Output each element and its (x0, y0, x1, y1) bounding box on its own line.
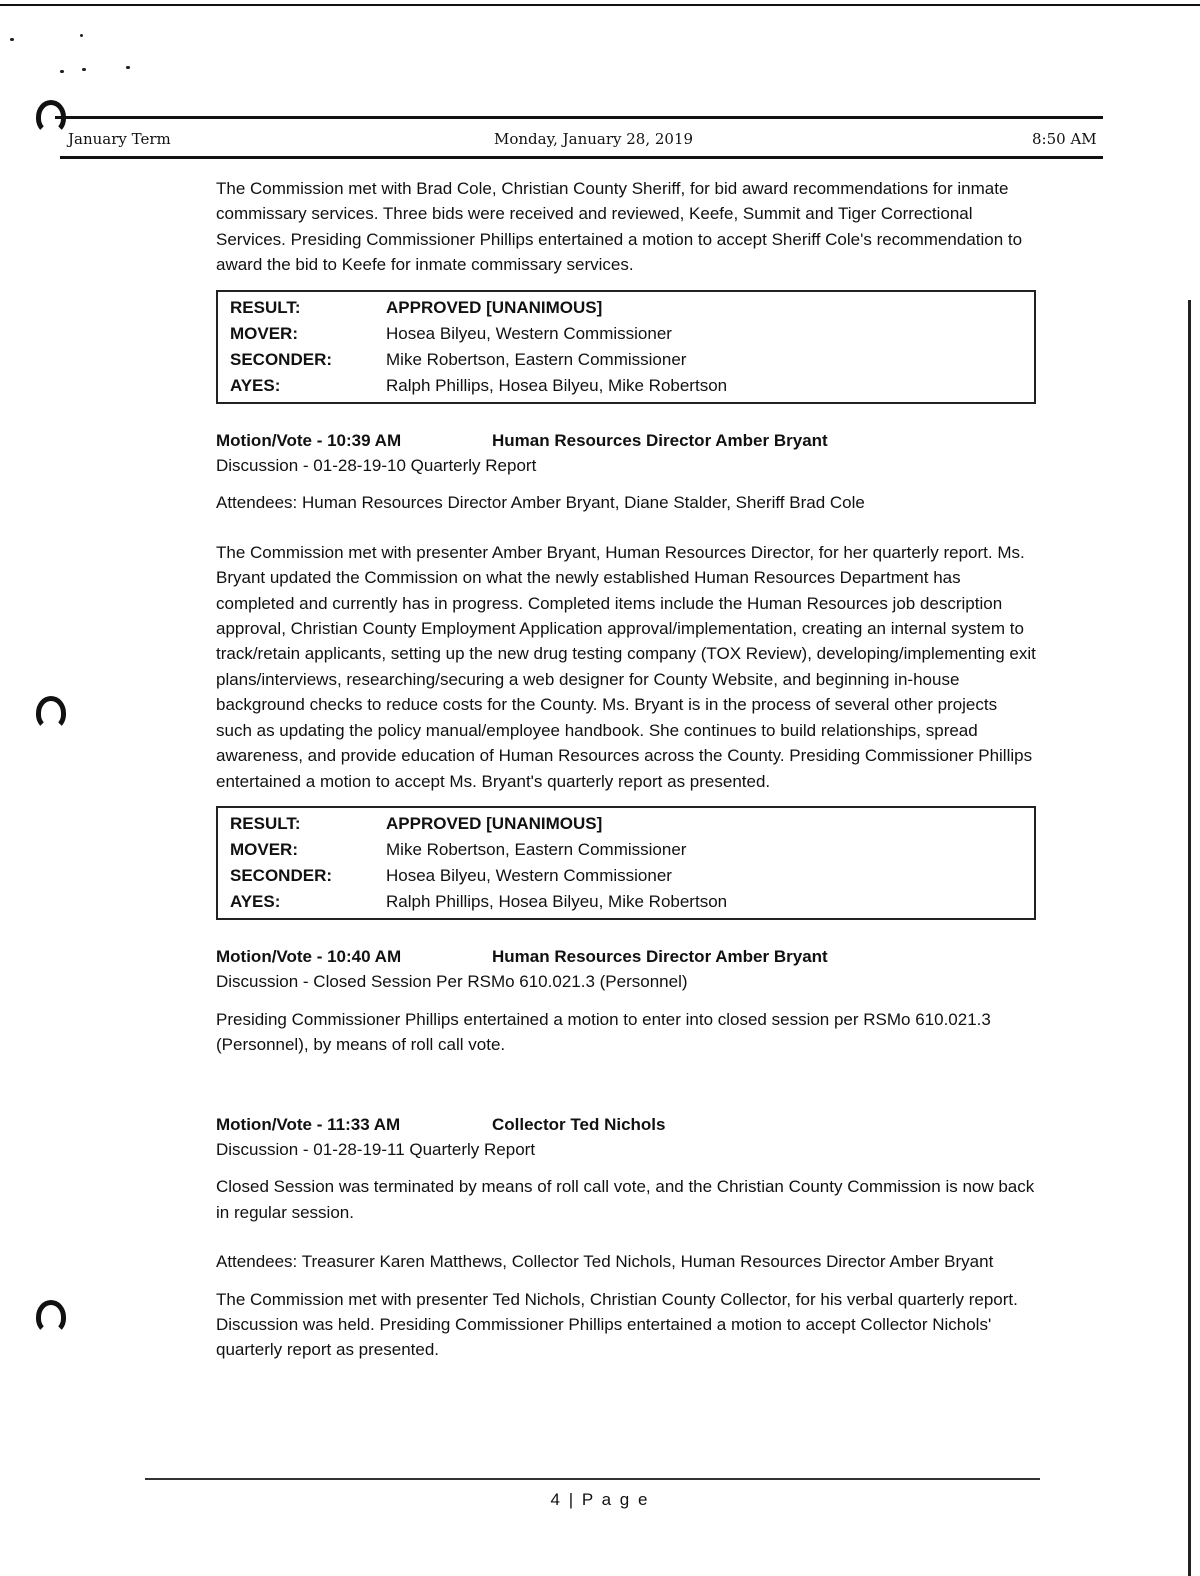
motion-discussion: Discussion - 01-28-19-10 Quarterly Report (216, 456, 537, 476)
vote-ayes-value: Ralph Phillips, Hosea Bilyeu, Mike Robertson (386, 375, 728, 395)
footer-rule (145, 1478, 1040, 1480)
scan-edge-right (1188, 300, 1191, 1576)
vote-mover-label: MOVER: (230, 839, 298, 859)
motion-item (216, 428, 1036, 794)
header-time: 8:50 AM (1032, 130, 1097, 148)
motion-title: Human Resources Director Amber Bryant (492, 430, 828, 450)
vote-result-value: APPROVED [UNANIMOUS] (386, 297, 603, 317)
header-term: January Term (68, 130, 171, 148)
scan-speck (60, 70, 64, 73)
motion-discussion: Discussion - 01-28-19-11 Quarterly Report (216, 1139, 536, 1159)
scan-edge-top (0, 4, 1200, 6)
vote-mover-value: Hosea Bilyeu, Western Commissioner (386, 323, 672, 343)
motion-item (216, 1112, 1036, 1363)
vote-result-label: RESULT: (230, 297, 301, 317)
vote-row-seconder (230, 863, 1024, 889)
vote-seconder-value: Mike Robertson, Eastern Commissioner (386, 349, 687, 369)
scan-speck (80, 34, 83, 37)
motion-body: Presiding Commissioner Phillips entertained a motion to enter into closed session per RSMo 610.021.3 (Personnel), by means of roll call vote. (216, 1009, 991, 1055)
vote-row-ayes (230, 373, 1024, 399)
motion-body: The Commission met with presenter Amber Bryant, Human Resources Director, for her quarterly report. Ms. Bryant updated the Commission on what the newly established Human Resources Department has completed and currently has in progress. Completed items include the Human Resources job description approval, Christian County Employment Application approval/implementation, creating an internal system to track/retain applicants, setting up the new drug testing company (TOX Review), developing/implementing exit plans/interviews, researching/securing a web designer for County Website, and beginning in-house background checks to reduce costs for the County. Ms. Bryant is in the process of several other projects such as updating the policy manual/employee handbook. She continues to build relationships, spread awareness, and provide education of Human Resources across the County. Presiding Commissioner Phillips entertained a motion to accept Ms. Bryant's quarterly report as presented. (216, 542, 1036, 791)
header-rule-top (55, 116, 1103, 119)
scan-speck (10, 38, 14, 41)
motion-body: The Commission met with presenter Ted Nichols, Christian County Collector, for his verbal quarterly report. Discussion was held. Presiding Commissioner Phillips entertained a motion to accept Collector Nichols' quarterly report as presented. (216, 1289, 1018, 1360)
vote-ayes-label: AYES: (230, 891, 281, 911)
motion-item (216, 944, 1036, 1058)
motion-attendees: Attendees: Human Resources Director Amber Bryant, Diane Stalder, Sheriff Brad Cole (216, 493, 865, 513)
vote-row-result (230, 811, 1024, 837)
vote-seconder-label: SECONDER: (230, 865, 333, 885)
vote-ayes-label: AYES: (230, 375, 281, 395)
vote-row-mover (230, 321, 1024, 347)
intro-paragraph: The Commission met with Brad Cole, Christian County Sheriff, for bid award recommendations for inmate commissary services. Three bids were received and reviewed, Keefe, Summit and Tiger Correctional Services. Presiding Commissioner Phillips entertained a motion to accept Sheriff Cole's recommendation to award the bid to Keefe for inmate commissary services. (216, 179, 1023, 275)
motion-title: Human Resources Director Amber Bryant (492, 946, 828, 966)
motion-heading (216, 944, 1036, 969)
minutes-body (216, 176, 1036, 1375)
vote-row-mover (230, 837, 1024, 863)
page-number: 4 | P a g e (550, 1490, 650, 1509)
motion-title: Collector Ted Nichols (492, 1114, 666, 1134)
motion-heading (216, 428, 1036, 453)
vote-seconder-label: SECONDER: (230, 349, 333, 369)
header-date: Monday, January 28, 2019 (494, 130, 694, 148)
motion-heading (216, 1112, 1036, 1137)
motion-time: Motion/Vote - 10:40 AM (216, 946, 402, 966)
scan-speck (82, 68, 86, 71)
vote-row-seconder (230, 347, 1024, 373)
motion-time: Motion/Vote - 10:39 AM (216, 430, 402, 450)
header-rule-bottom (60, 156, 1103, 159)
punch-hole-mark (36, 1300, 66, 1334)
vote-table (216, 290, 1036, 404)
vote-row-ayes (230, 889, 1024, 915)
motion-time: Motion/Vote - 11:33 AM (216, 1114, 401, 1134)
vote-row-result (230, 295, 1024, 321)
vote-result-label: RESULT: (230, 813, 301, 833)
vote-mover-label: MOVER: (230, 323, 298, 343)
closed-session-note: Closed Session was terminated by means of roll call vote, and the Christian County Commission is now back in regular session. (216, 1177, 1035, 1222)
vote-mover-value: Mike Robertson, Eastern Commissioner (386, 839, 687, 859)
vote-seconder-value: Hosea Bilyeu, Western Commissioner (386, 865, 672, 885)
vote-ayes-value: Ralph Phillips, Hosea Bilyeu, Mike Robertson (386, 891, 728, 911)
scan-speck (126, 66, 130, 69)
motion-attendees: Attendees: Treasurer Karen Matthews, Collector Ted Nichols, Human Resources Director Amber Bryant (216, 1252, 994, 1272)
vote-table (216, 806, 1036, 920)
motion-discussion: Discussion - Closed Session Per RSMo 610.021.3 (Personnel) (216, 972, 688, 992)
vote-result-value: APPROVED [UNANIMOUS] (386, 813, 603, 833)
punch-hole-mark (36, 696, 66, 730)
